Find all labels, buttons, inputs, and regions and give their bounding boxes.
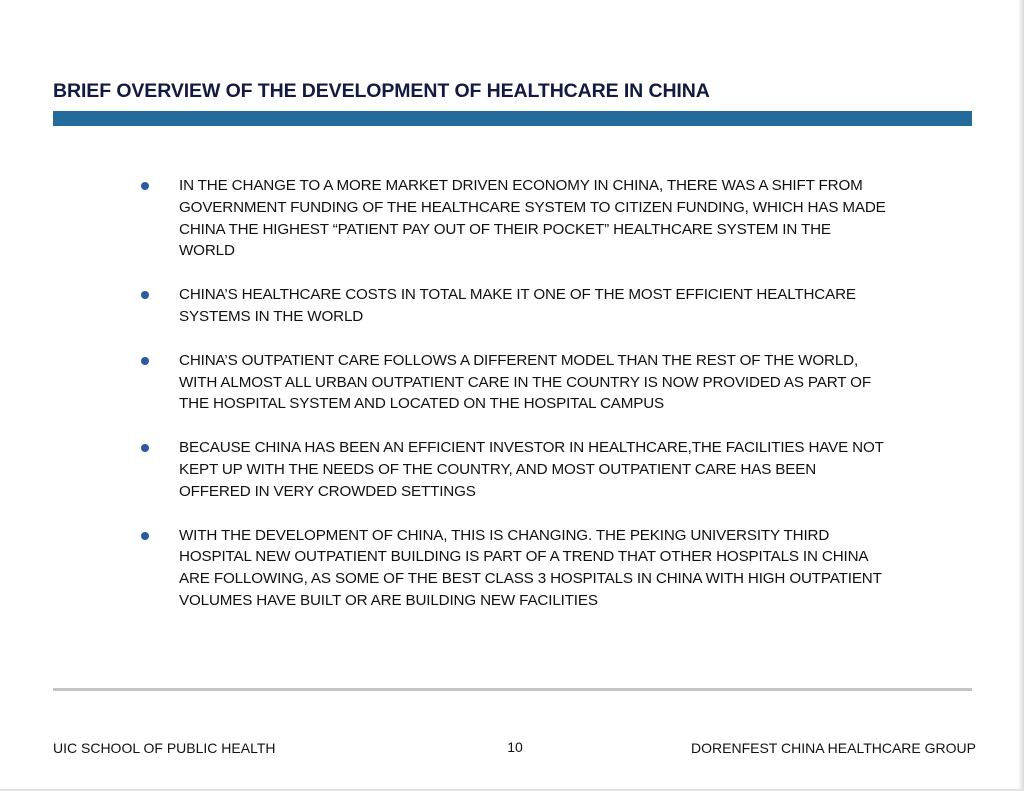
title-accent-bar — [53, 111, 972, 126]
bullet-dot-icon — [141, 182, 149, 190]
bullet-dot-icon — [141, 444, 149, 452]
bullet-text: CHINA’S HEALTHCARE COSTS IN TOTAL MAKE IT ONE OF THE MOST EFFICIENT HEALTHCARE SYSTEMS IN THE WORLD — [179, 286, 856, 325]
bullet-item — [140, 175, 888, 262]
page-number: 10 — [507, 739, 523, 755]
bullet-text: IN THE CHANGE TO A MORE MARKET DRIVEN ECONOMY IN CHINA, THERE WAS A SHIFT FROM GOVERNMENT FUNDING OF THE HEALTHCARE SYSTEM TO CITIZEN FUNDING, WHICH HAS MADE CHINA THE HIGHEST “PATIENT PAY OUT OF THEIR POCKET” HEALTHCARE SYSTEM IN THE WORLD — [179, 177, 886, 260]
bullet-text: WITH THE DEVELOPMENT OF CHINA, THIS IS CHANGING. THE PEKING UNIVERSITY THIRD HOSPITAL NEW OUTPATIENT BUILDING IS PART OF A TREND THAT OTHER HOSPITALS IN CHINA ARE FOLLOWING, AS SOME OF THE BEST CLASS 3 HOSPITALS IN CHINA WITH HIGH OUTPATIENT VOLUMES HAVE BUILT OR ARE BUILDING NEW FACILITIES — [179, 526, 882, 609]
bullet-item — [140, 437, 888, 502]
bullet-item — [140, 525, 888, 612]
bullet-list — [140, 175, 888, 634]
bullet-item — [140, 350, 888, 415]
footer-organization-right: DORENFEST CHINA HEALTHCARE GROUP — [691, 740, 976, 756]
footer-organization-left: UIC SCHOOL OF PUBLIC HEALTH — [53, 740, 276, 756]
slide-title: BRIEF OVERVIEW OF THE DEVELOPMENT OF HEALTHCARE IN CHINA — [53, 80, 710, 102]
bullet-text: CHINA’S OUTPATIENT CARE FOLLOWS A DIFFERENT MODEL THAN THE REST OF THE WORLD, WITH ALMOST ALL URBAN OUTPATIENT CARE IN THE COUNTRY IS NOW PROVIDED AS PART OF THE HOSPITAL SYSTEM AND LOCATED ON THE HOSPITAL CAMPUS — [179, 351, 871, 413]
bullet-text: BECAUSE CHINA HAS BEEN AN EFFICIENT INVESTOR IN HEALTHCARE,THE FACILITIES HAVE NOT KEPT UP WITH THE NEEDS OF THE COUNTRY, AND MOST OUTPATIENT CARE HAS BEEN OFFERED IN VERY CROWDED SETTINGS — [179, 439, 884, 500]
bullet-dot-icon — [141, 532, 149, 540]
bullet-dot-icon — [141, 291, 149, 299]
bullet-item — [140, 284, 888, 328]
footer-divider — [53, 688, 972, 691]
slide-edge-shadow — [1018, 0, 1024, 791]
bullet-dot-icon — [141, 357, 149, 365]
